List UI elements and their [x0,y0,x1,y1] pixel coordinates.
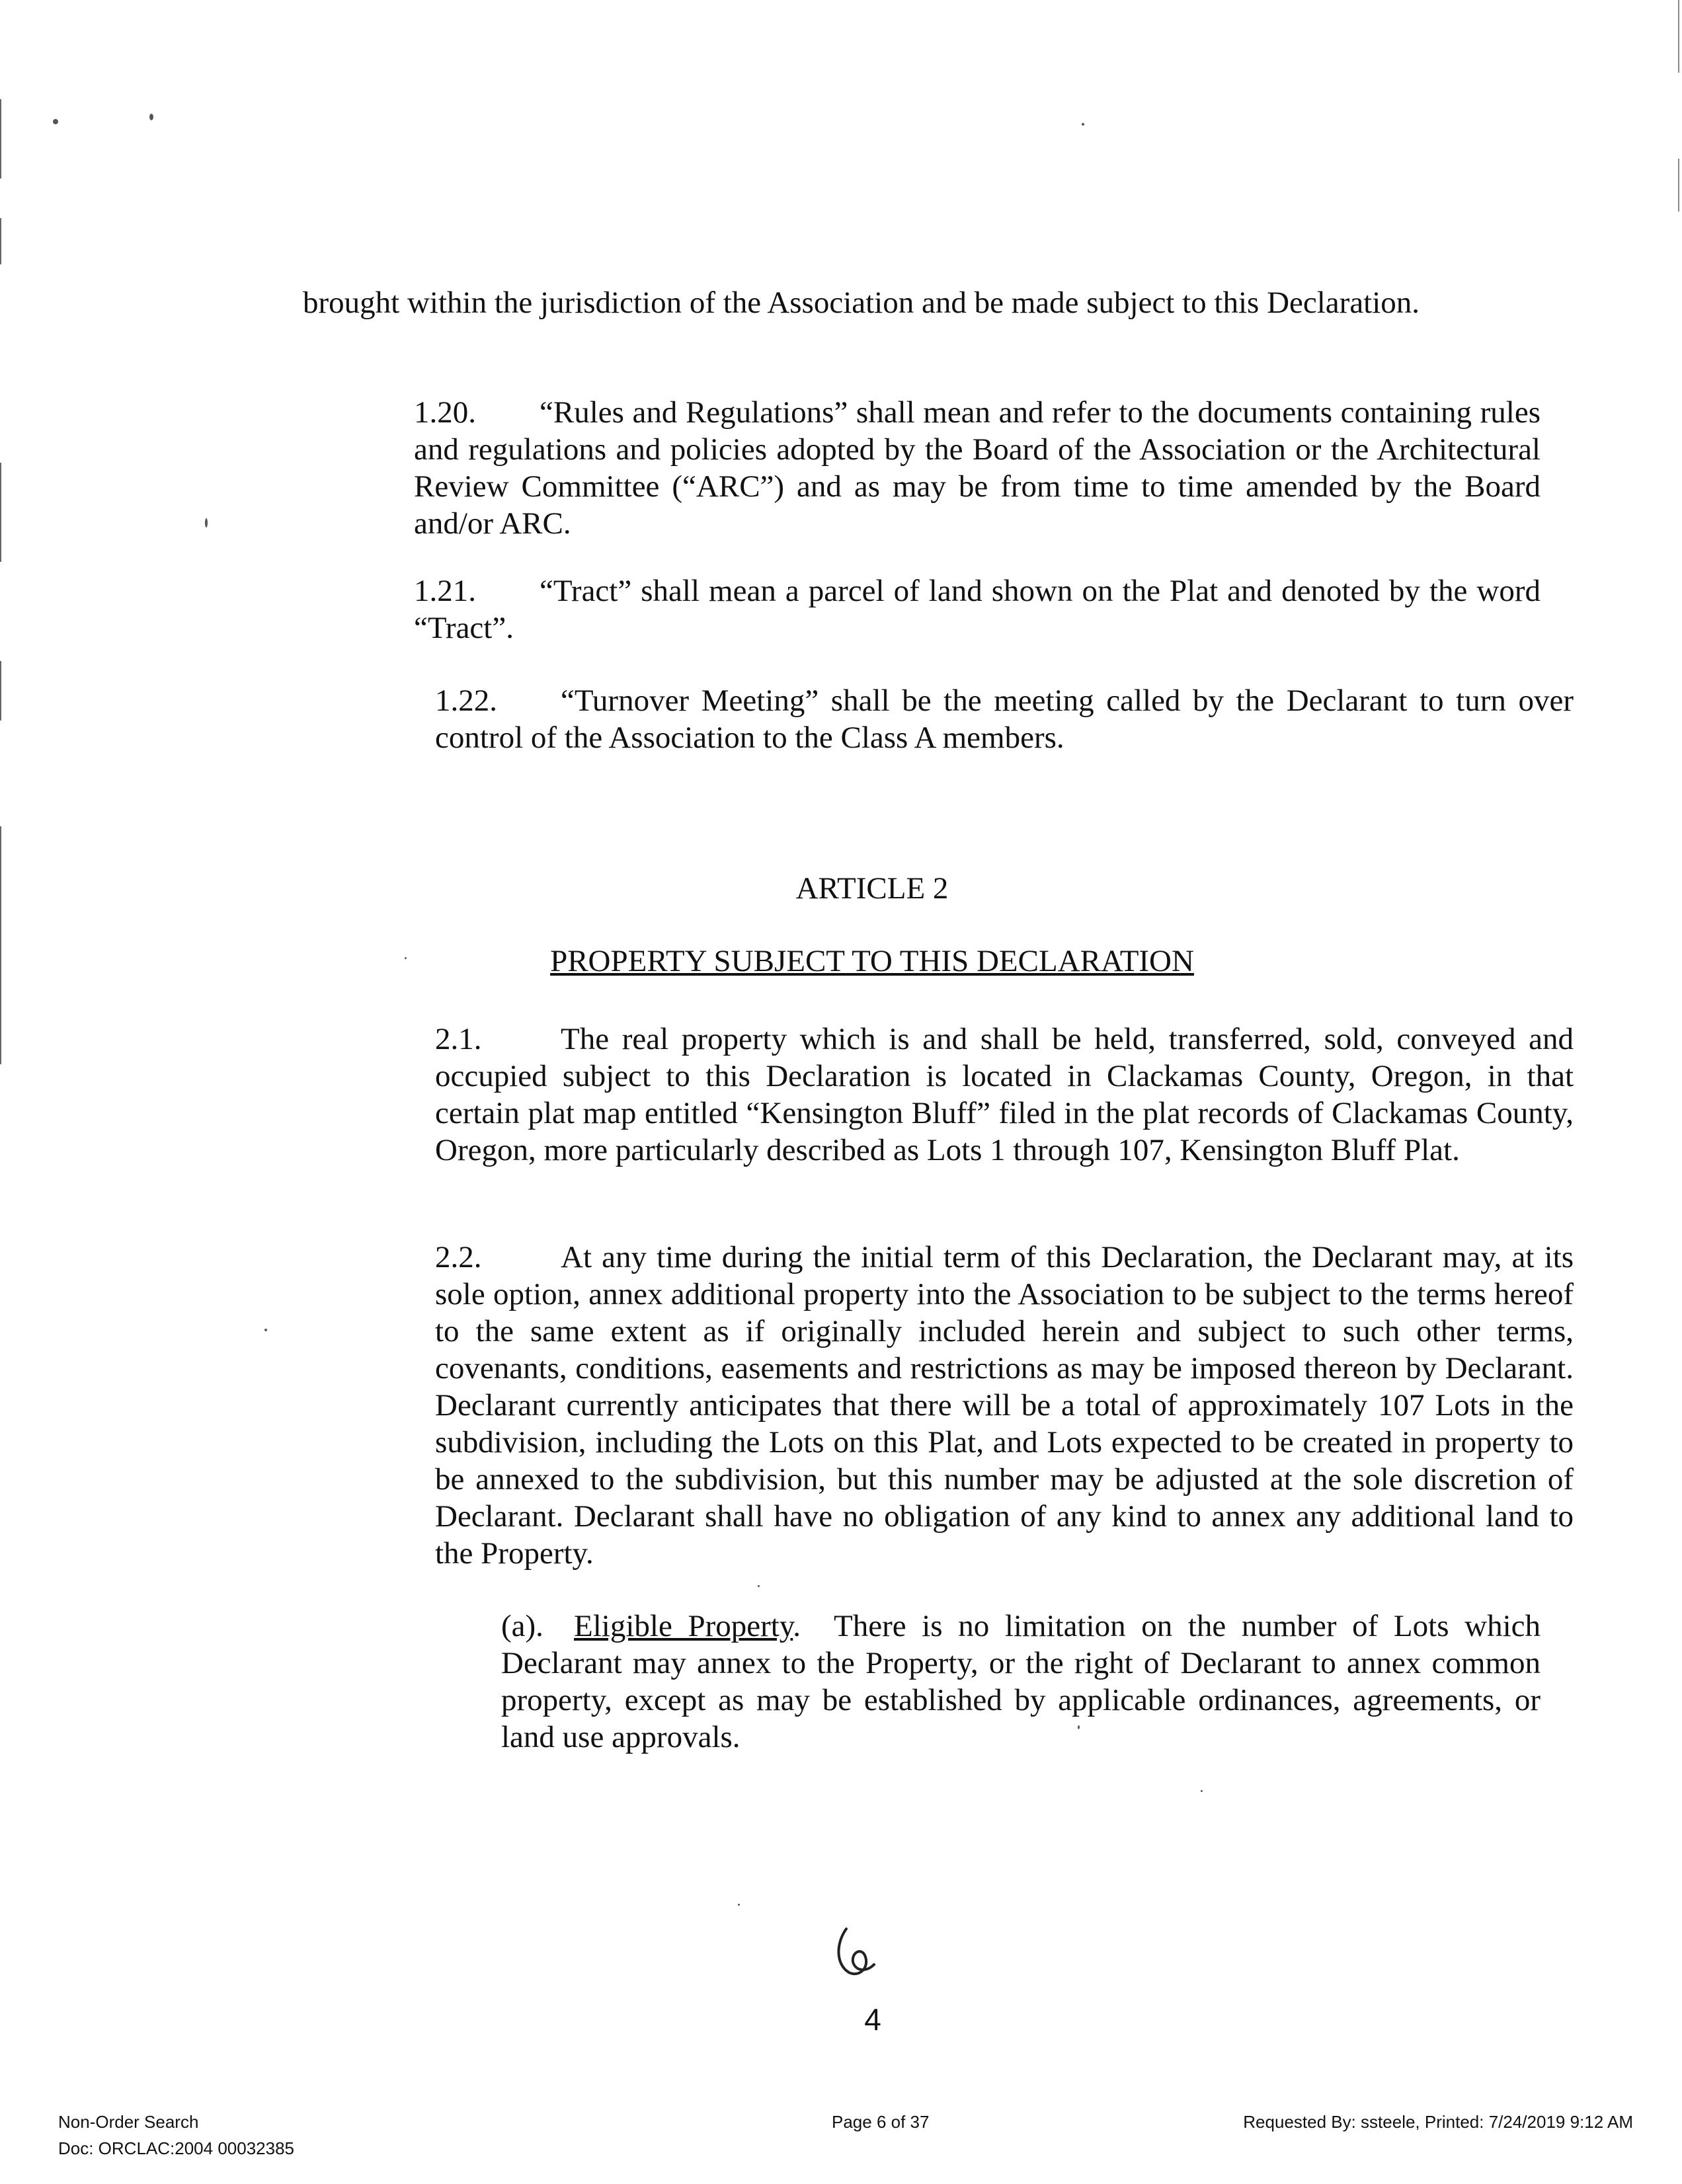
scan-edge-mark [1678,0,1679,73]
scan-speck [149,114,153,120]
section-1-21 [315,572,1541,646]
section-number: 2.2. [435,1240,482,1274]
subsection-title-period: . [793,1609,801,1643]
paragraph-continuation: brought within the jurisdiction of the Association and be made subject to this Declaration. [303,286,1420,320]
subsection-title: Eligible Property [574,1609,793,1643]
section-1-22 [303,682,1574,756]
scan-speck [205,518,208,527]
scan-speck [758,1585,760,1587]
subsection-text: There is no limitation on the number of Lots which Declarant may annex to the Property, or the right of Declarant to annex common property, except as may be established by applicable ordinances, agreements, or land use approvals. [501,1609,1541,1754]
section-1-20 [315,394,1541,542]
scan-speck [738,1904,740,1906]
scan-edge-mark [0,99,1,178]
footer-left [58,2109,294,2162]
scan-speck [264,1329,267,1331]
scan-speck [1082,123,1084,126]
section-text: The real property which is and shall be held, transferred, sold, conveyed and occupied subject to this Declaration is located in Clackamas County, Oregon, in that certain plat map entitled “Kensington Bluff” filed in the plat records of Clackamas County, Oregon, more particularly described as Lots 1 through 107, Kensington Bluff Plat. [435,1022,1574,1167]
article-heading: ARTICLE 2 [795,871,949,906]
section-number: 1.22. [435,683,497,718]
section-text: At any time during the initial term of this Declaration, the Declarant may, at its sole option, annex additional property into the Association to be subject to the terms hereof to the same extent as if originally included herein and subject to such other terms, covenants, conditions, easements and restrictions as may be imposed thereon by Declarant. Declarant currently anticipates that there will be a total of approximately 107 Lots in the subdivision, including the Lots on this Plat, and Lots expected to be created in property to be annexed to the subdivision, but this number may be adjusted at the sole discretion of Declarant. Declarant shall have no obligation of any kind to annex any additional land to the Property. [435,1240,1574,1571]
scan-edge-mark [0,218,1,264]
subsection-number: (a). [501,1609,543,1643]
section-2-1 [303,1021,1574,1169]
article-title: PROPERTY SUBJECT TO THIS DECLARATION [550,944,1194,978]
scan-edge-mark [0,661,1,721]
footer-page-count: Page 6 of 37 [832,2112,930,2132]
section-2-2 [303,1239,1574,1572]
footer-search-type: Non-Order Search [58,2112,199,2132]
section-text: “Turnover Meeting” shall be the meeting called by the Declarant to turn over control of the Association to the Class A members. [435,683,1574,755]
scan-edge-mark [0,826,1,1064]
scan-edge-mark [1678,159,1679,212]
scan-speck [1201,1790,1203,1792]
subsection-a [402,1608,1541,1756]
handwritten-page-mark [826,1924,899,1983]
section-number: 1.20. [414,395,476,430]
scan-edge-mark [0,463,1,562]
section-text: “Rules and Regulations” shall mean and refer to the documents containing rules and regulations and policies adopted by the Board of the Association or the Architectural Review Committee (“ARC”) and as may be from time to time amended by the Board and/or ARC. [414,395,1541,541]
page-number: 4 [864,2002,881,2037]
section-number: 1.21. [414,574,476,608]
footer-doc-id: Doc: ORCLAC:2004 00032385 [58,2138,295,2158]
footer-request-info: Requested By: ssteele, Printed: 7/24/2019 9:12 AM [1243,2112,1633,2132]
section-text: “Tract” shall mean a parcel of land shown on the Plat and denoted by the word “Tract”. [414,574,1541,645]
section-number: 2.1. [435,1022,482,1056]
scan-speck [53,119,58,124]
